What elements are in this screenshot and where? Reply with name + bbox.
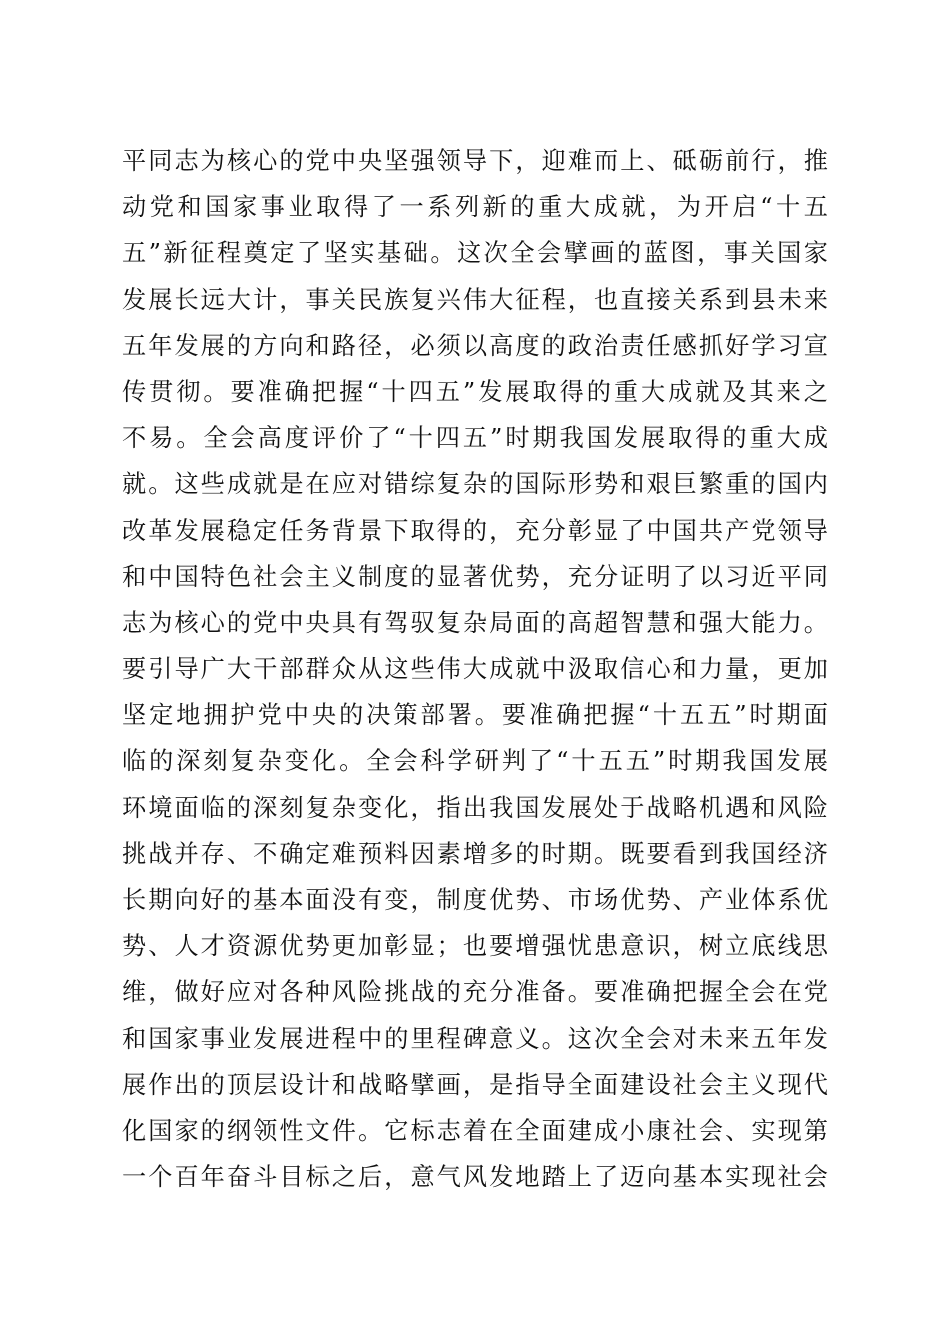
text-line-21: 展作出的顶层设计和战略擘画，是指导全面建设社会主义现代 bbox=[122, 1070, 828, 1099]
text-line-10: 和中国特色社会主义制度的显著优势，充分证明了以习近平同 bbox=[122, 562, 828, 591]
text-line-14: 临的深刻复杂变化。全会科学研判了“十五五”时期我国发展 bbox=[122, 747, 828, 776]
text-line-5: 五年发展的方向和路径，必须以高度的政治责任感抓好学习宣 bbox=[122, 331, 828, 360]
text-line-8: 就。这些成就是在应对错综复杂的国际形势和艰巨繁重的国内 bbox=[122, 470, 828, 499]
text-line-6: 传贯彻。要准确把握“十四五”发展取得的重大成就及其来之 bbox=[122, 377, 828, 406]
text-line-7: 不易。全会高度评价了“十四五”时期我国发展取得的重大成 bbox=[122, 424, 828, 453]
text-line-17: 长期向好的基本面没有变，制度优势、市场优势、产业体系优 bbox=[122, 886, 828, 914]
text-line-1: 平同志为核心的党中央坚强领导下，迎难而上、砥砺前行，推 bbox=[122, 147, 828, 175]
text-line-9: 改革发展稳定任务背景下取得的，充分彰显了中国共产党领导 bbox=[122, 516, 828, 545]
text-line-11: 志为核心的党中央具有驾驭复杂局面的高超智慧和强大能力。 bbox=[122, 608, 828, 637]
text-line-3: 五”新征程奠定了坚实基础。这次全会擘画的蓝图，事关国家 bbox=[122, 239, 828, 268]
text-line-16: 挑战并存、不确定难预料因素增多的时期。既要看到我国经济 bbox=[122, 839, 828, 868]
body-text bbox=[122, 138, 828, 1200]
text-line-13: 坚定地拥护党中央的决策部署。要准确把握“十五五”时期面 bbox=[122, 701, 828, 730]
text-line-2: 动党和国家事业取得了一系列新的重大成就，为开启“十五 bbox=[122, 193, 828, 222]
text-line-15: 环境面临的深刻复杂变化，指出我国发展处于战略机遇和风险 bbox=[122, 793, 828, 822]
text-line-23: 一个百年奋斗目标之后，意气风发地踏上了迈向基本实现社会 bbox=[122, 1163, 828, 1192]
text-line-12: 要引导广大干部群众从这些伟大成就中汲取信心和力量，更加 bbox=[122, 655, 828, 684]
text-line-22: 化国家的纲领性文件。它标志着在全面建成小康社会、实现第 bbox=[122, 1116, 828, 1145]
text-line-20: 和国家事业发展进程中的里程碑意义。这次全会对未来五年发 bbox=[122, 1024, 828, 1053]
text-line-4: 发展长远大计，事关民族复兴伟大征程，也直接关系到县未来 bbox=[122, 285, 828, 314]
text-line-19: 维，做好应对各种风险挑战的充分准备。要准确把握全会在党 bbox=[122, 978, 828, 1007]
text-line-18: 势、人才资源优势更加彰显；也要增强忧患意识，树立底线思 bbox=[122, 932, 828, 961]
